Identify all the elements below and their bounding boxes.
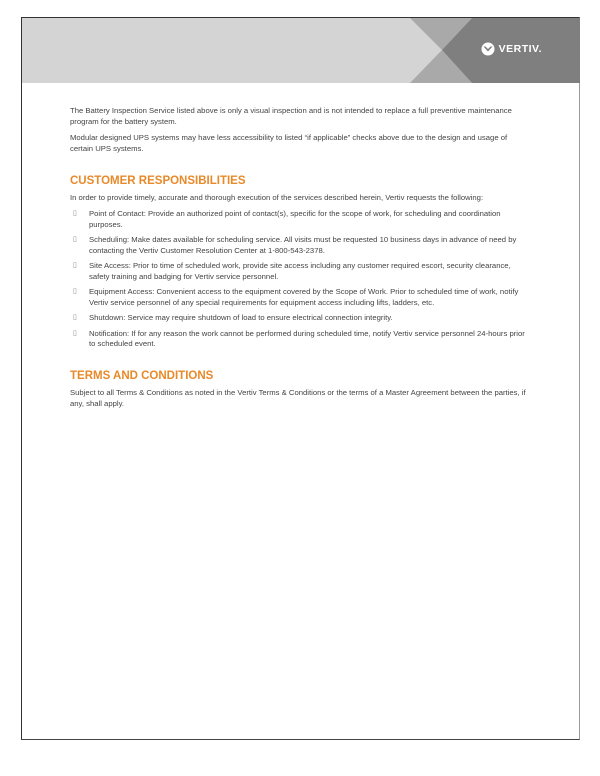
list-item-text: Notification: If for any reason the work cannot be performed during scheduled time, notify Vertiv service personnel 24-hours prior to scheduled event.	[89, 328, 525, 349]
list-item-text: Equipment Access: Convenient access to the equipment covered by the Scope of Work. Prior to scheduled time of work, notify Vertiv service personnel of any special requirements for equipment access including lifts, ladders, etc.	[89, 287, 519, 307]
bullet-icon: ▯	[73, 236, 77, 244]
bullet-icon: ▯	[73, 314, 77, 322]
list-item	[70, 261, 528, 282]
list-item	[70, 235, 528, 256]
vertiv-logo-icon	[481, 42, 495, 56]
list-item-text: Scheduling: Make dates available for scheduling service. All visits must be requested 10 business days in advance of need by contacting the Vertiv Customer Resolution Center at 1-800-543-2378.	[89, 235, 517, 255]
list-item	[70, 329, 528, 350]
bullet-icon: ▯	[73, 288, 77, 296]
list-item-text: Site Access: Prior to time of scheduled work, provide site access including any customer required escort, security clearance, safety training and badging for Vertiv service personnel.	[89, 261, 511, 281]
customer-responsibilities-lead: In order to provide timely, accurate and thorough execution of the services described herein, Vertiv requests the following:	[70, 193, 484, 202]
logo-text: VERTIV.	[498, 43, 542, 55]
modular-ups-note: Modular designed UPS systems may have less accessibility to listed “if applicable” checks above due to the design and usage of certain UPS systems.	[70, 133, 508, 153]
list-item	[70, 209, 528, 230]
responsibilities-list	[70, 209, 528, 355]
bullet-icon: ▯	[73, 210, 77, 217]
terms-text: Subject to all Terms & Conditions as noted in the Vertiv Terms & Conditions or the terms of a Master Agreement between the parties, if any, shall apply.	[70, 388, 526, 408]
bullet-icon: ▯	[73, 262, 77, 270]
list-item-text: Shutdown: Service may require shutdown of load to ensure electrical connection integrity.	[89, 313, 393, 323]
page-header	[22, 18, 580, 83]
customer-responsibilities-heading: CUSTOMER RESPONSIBILITIES	[70, 175, 246, 187]
bullet-icon: ▯	[73, 329, 77, 337]
list-item	[70, 313, 528, 324]
list-item-text: Point of Contact: Provide an authorized point of contact(s), specific for the scope of work, for scheduling and coordination purposes.	[89, 209, 501, 229]
terms-heading: TERMS AND CONDITIONS	[70, 370, 214, 382]
vertiv-logo	[481, 42, 542, 56]
battery-inspection-note: The Battery Inspection Service listed above is only a visual inspection and is not intended to replace a full preventive maintenance program for the battery system.	[70, 106, 512, 126]
list-item	[70, 287, 528, 308]
